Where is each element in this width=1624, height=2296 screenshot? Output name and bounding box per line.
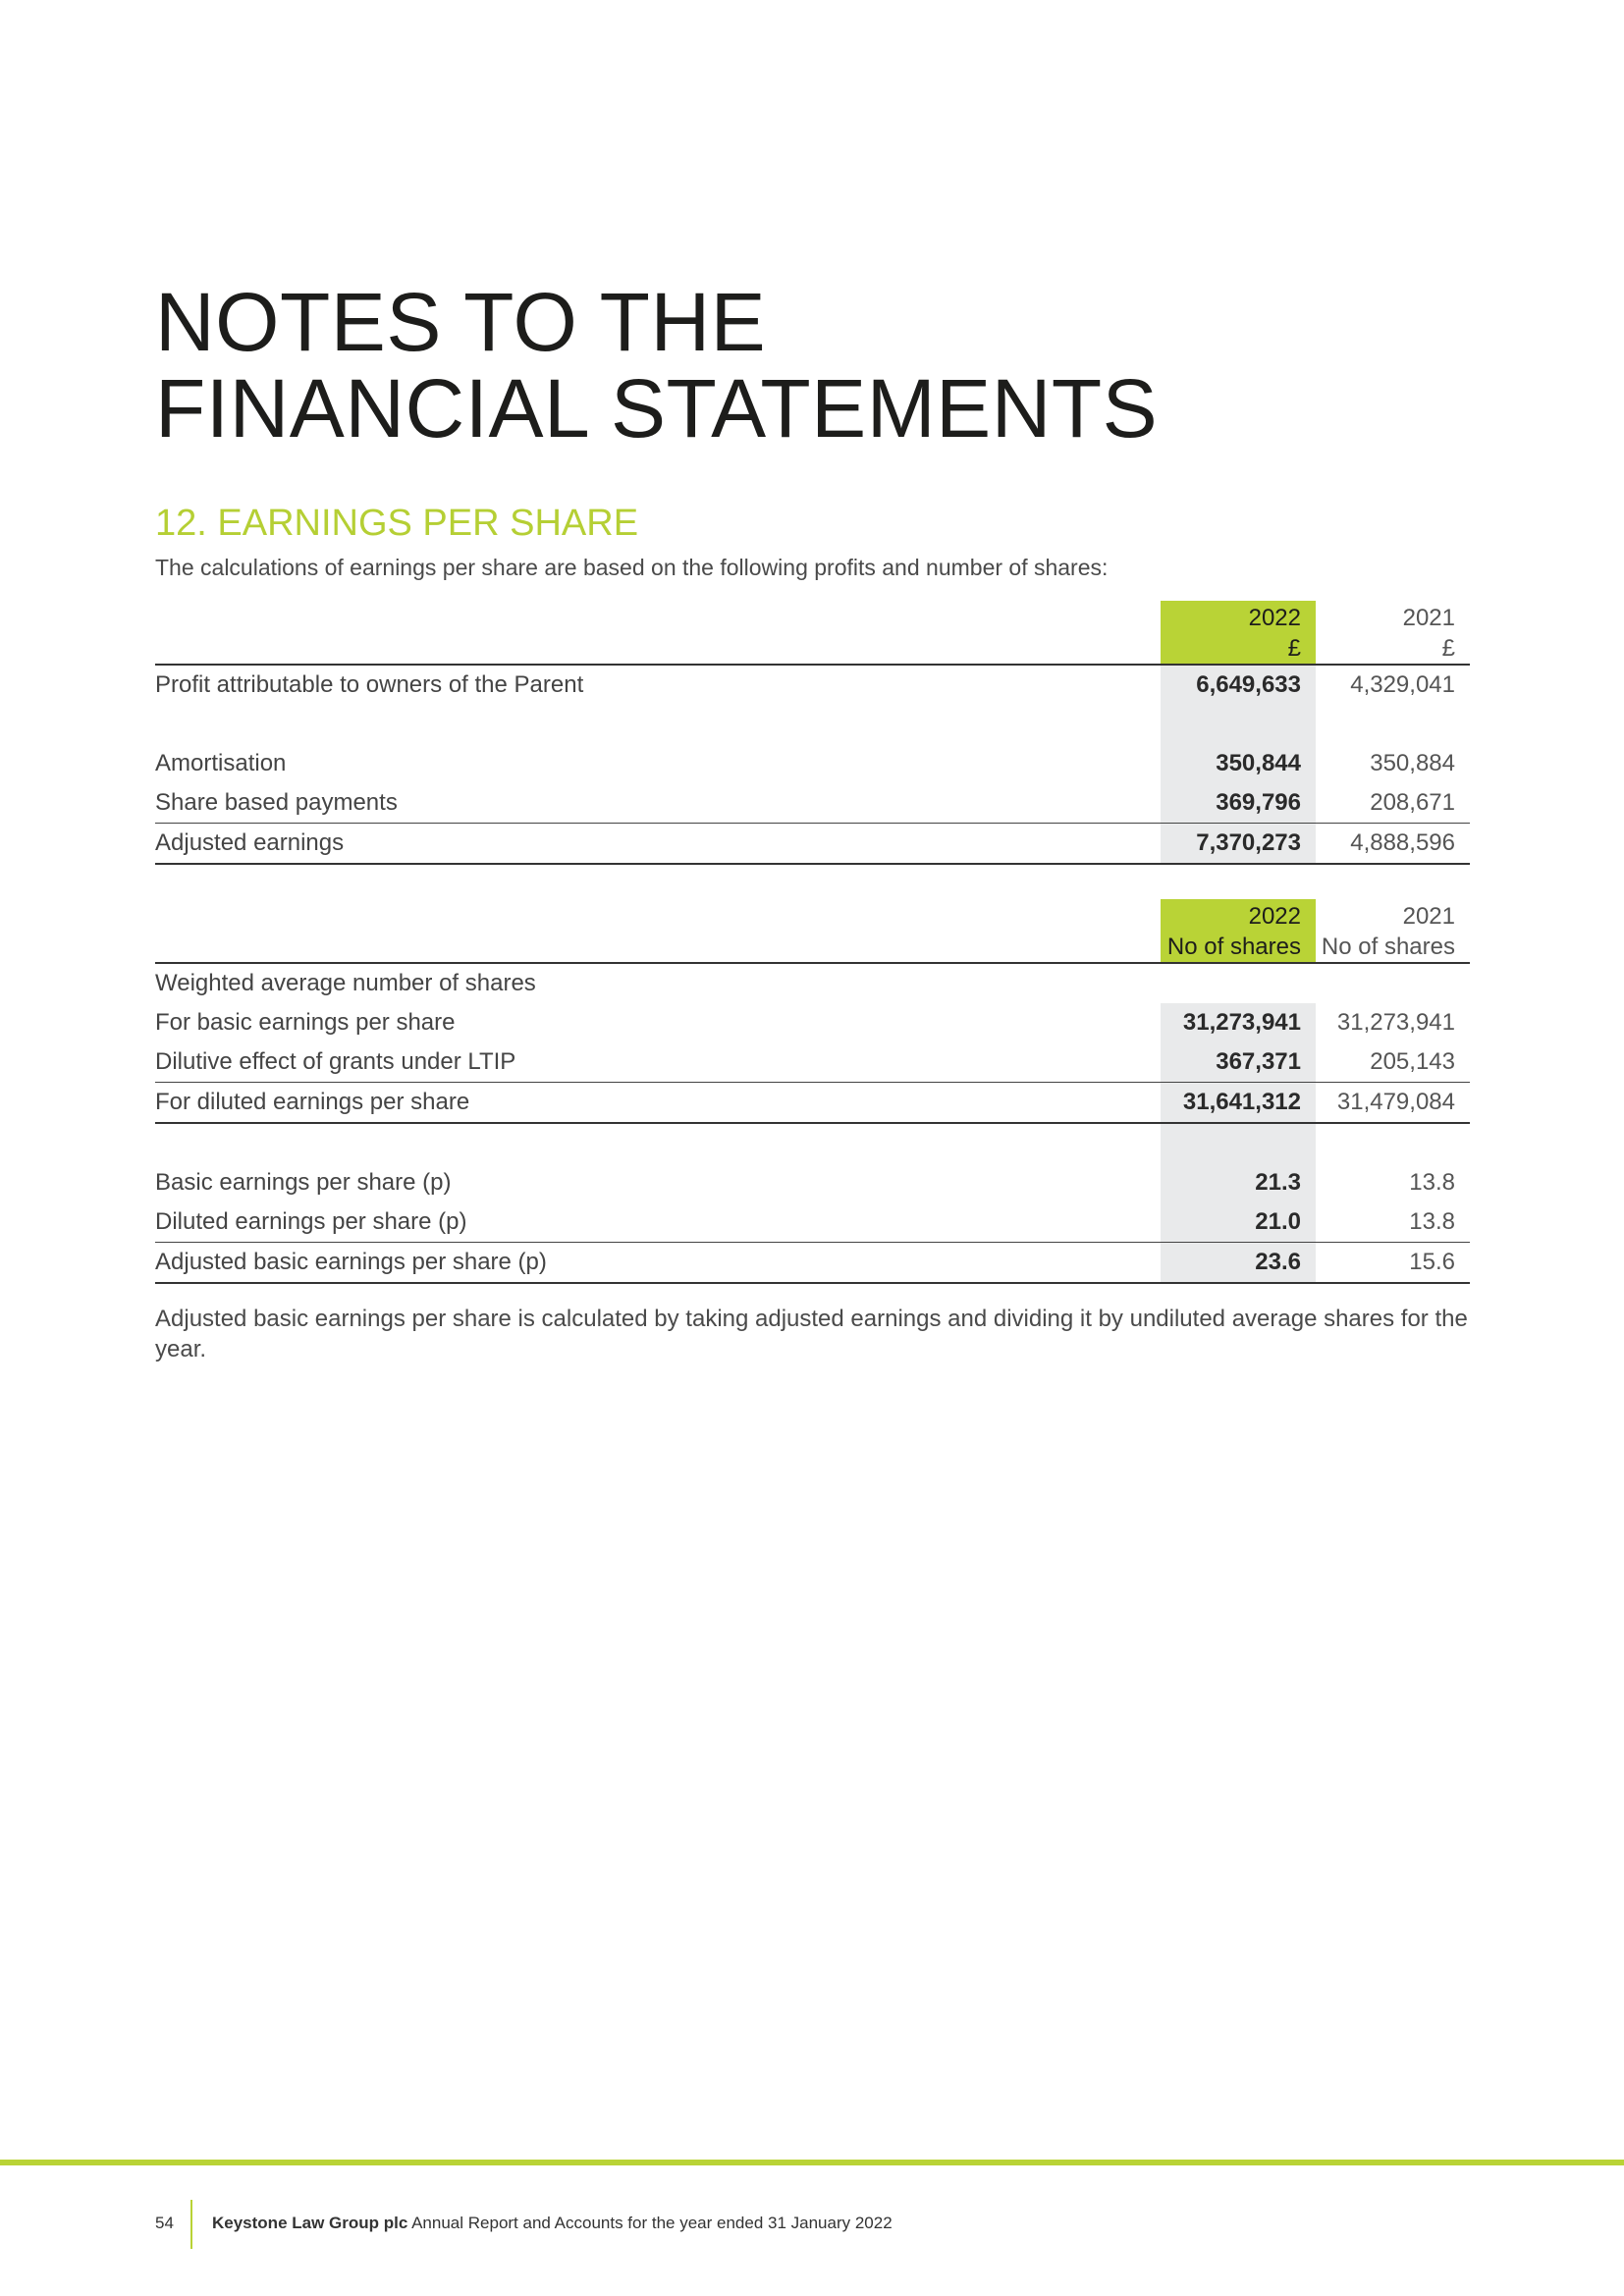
page-number: 54 [155,2214,174,2232]
table-row: Profit attributable to owners of the Parent 6,649,633 4,329,041 [155,666,1470,705]
header-2022: 2022 No of shares [1161,899,1316,962]
shares-table [155,899,1470,1284]
page-title-line-1: NOTES TO THE [155,276,767,369]
section-heading: 12. EARNINGS PER SHARE [155,503,639,544]
section-intro: The calculations of earnings per share are based on the following profits and number of shares: [155,555,1109,580]
header-2021: 2021 No of shares [1321,903,1455,960]
table-row: For basic earnings per share 31,273,941 31,273,941 [155,1003,1470,1042]
table-row: Share based payments 369,796 208,671 [155,783,1470,824]
profits-table-header [155,601,1470,666]
table-row: Diluted earnings per share (p) 21.0 13.8 [155,1202,1470,1243]
table-row: Adjusted basic earnings per share (p) 23.6 15.6 [155,1243,1470,1284]
table-spacer [155,1124,1470,1163]
table-row: For diluted earnings per share 31,641,312 31,479,084 [155,1083,1470,1124]
profits-table [155,601,1470,865]
page-title [155,276,1159,455]
table-row: Weighted average number of shares [155,970,536,996]
footer-text [212,2204,893,2243]
footer-company: Keystone Law Group plc [212,2214,408,2232]
page-title-line-2: FINANCIAL STATEMENTS [155,362,1159,455]
table-row: Amortisation 350,844 350,884 [155,744,1470,783]
footer-divider [190,2200,192,2249]
table-row: Adjusted earnings 7,370,273 4,888,596 [155,824,1470,865]
footer-rule [0,2160,1624,2165]
shares-table-header [155,899,1470,964]
table-row: Dilutive effect of grants under LTIP 367,371 205,143 [155,1042,1470,1083]
footer-report: Annual Report and Accounts for the year ended 31 January 2022 [407,2214,893,2232]
eps-note: Adjusted basic earnings per share is calculated by taking adjusted earnings and dividing it by undiluted average shares for the year. [155,1306,1468,1362]
table-spacer [155,705,1470,744]
header-2022: 2022 £ [1161,601,1316,664]
header-2021: 2021 £ [1402,605,1455,662]
table-row: Basic earnings per share (p) 21.3 13.8 [155,1163,1470,1202]
